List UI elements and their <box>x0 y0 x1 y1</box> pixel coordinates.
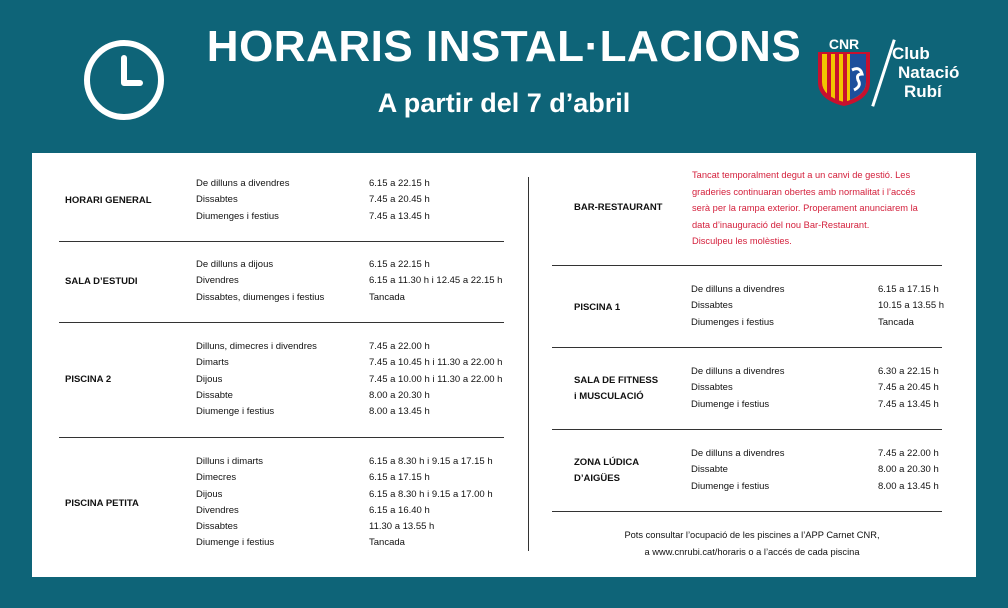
table-row: De dilluns a dijous 6.15 a 22.15 h <box>196 259 430 270</box>
table-row: Dilluns i dimarts 6.15 a 8.30 h i 9.15 a 17.15 h <box>196 456 493 467</box>
section-divider <box>552 429 942 430</box>
table-row: Dijous 7.45 a 10.00 h i 11.30 a 22.00 h <box>196 373 503 385</box>
section-divider <box>59 437 504 438</box>
bar-closed-note: Tancat temporalment degut a un canvi de gestió. Les graderies continuaran obertes amb normalitat i l’accés serà per la rampa exterior. Properament anunciarem la data d’inauguració del nou Bar-Restaurant. Disculpeu les molèsties. <box>692 170 918 246</box>
table-row: Diumenges i festius Tancada <box>691 316 914 328</box>
section-rows-piscina-2 <box>196 339 503 420</box>
section-title-piscina-petita: PISCINA PETITA <box>65 498 139 509</box>
table-row: Dijous 6.15 a 8.30 h i 9.15 a 17.00 h <box>196 488 493 500</box>
table-row: Diumenge i festius 8.00 a 13.45 h <box>196 406 430 418</box>
page-subtitle: A partir del 7 d’abril <box>377 88 631 118</box>
table-row: Dissabte 8.00 a 20.30 h <box>691 464 939 476</box>
section-title-zona-ludica: ZONA LÚDICA D’AIGÜES <box>574 457 640 484</box>
section-title-horari-general: HORARI GENERAL <box>65 195 152 206</box>
schedule-panel <box>32 153 976 577</box>
table-row: Dissabtes 7.45 a 20.45 h <box>196 194 430 206</box>
table-row: Dissabtes, diumenges i festius Tancada <box>196 291 405 303</box>
table-row: Dimecres 6.15 a 17.15 h <box>196 472 430 484</box>
table-row: Divendres 6.15 a 16.40 h <box>196 504 430 516</box>
page-title: HORARIS INSTAL·LACIONS <box>206 22 802 71</box>
section-title-sala-fitness: SALA DE FITNESS i MUSCULACIÓ <box>574 375 659 402</box>
table-row: De dilluns a divendres 6.30 a 22.15 h <box>691 366 939 377</box>
table-row: Dissabte 8.00 a 20.30 h <box>196 389 430 401</box>
section-divider <box>552 265 942 266</box>
section-rows-piscina-1 <box>691 282 951 331</box>
section-divider <box>552 511 942 512</box>
cnr-shield-icon <box>814 36 874 108</box>
table-row: Diumenge i festius 8.00 a 13.45 h <box>691 480 939 492</box>
table-row: De dilluns a divendres 6.15 a 17.15 h <box>691 284 939 295</box>
table-row: Diumenge i festius Tancada <box>196 537 405 549</box>
section-title-sala-estudi: SALA D’ESTUDI <box>65 276 138 287</box>
table-row: Dissabtes 7.45 a 20.45 h <box>691 382 939 394</box>
section-rows-horari-general <box>196 176 496 225</box>
section-divider <box>59 241 504 242</box>
club-logo <box>814 36 974 116</box>
table-row: Dilluns, dimecres i divendres 7.45 a 22.00 h <box>196 341 430 352</box>
table-row: Dissabtes 10.15 a 13.55 h <box>691 300 945 312</box>
table-row: Divendres 6.15 a 11.30 h i 12.45 a 22.15 h <box>196 275 503 287</box>
table-row: Diumenges i festius 7.45 a 13.45 h <box>196 210 430 222</box>
logo-club-name: Club Natació Rubí <box>892 44 960 101</box>
table-row: De dilluns a divendres 7.45 a 22.00 h <box>691 448 939 459</box>
column-divider <box>528 177 529 551</box>
table-row: Dimarts 7.45 a 10.45 h i 11.30 a 22.00 h <box>196 357 503 369</box>
section-title-piscina-2: PISCINA 2 <box>65 374 112 385</box>
section-rows-piscina-petita <box>196 454 496 552</box>
footer-note: Pots consultar l’ocupació de les piscines a l’APP Carnet CNR, a www.cnrubi.cat/horaris o a l’accés de cada piscina <box>624 530 880 557</box>
section-rows-sala-fitness <box>691 364 951 413</box>
section-rows-sala-estudi <box>196 257 503 306</box>
table-row: De dilluns a divendres 6.15 a 22.15 h <box>196 178 430 189</box>
section-rows-zona-ludica <box>691 446 951 495</box>
section-divider <box>59 322 504 323</box>
table-row: Diumenge i festius 7.45 a 13.45 h <box>691 398 939 410</box>
table-row: Dissabtes 11.30 a 13.55 h <box>196 521 435 533</box>
section-divider <box>552 347 942 348</box>
section-title-piscina-1: PISCINA 1 <box>574 302 621 313</box>
section-title-bar-restaurant: BAR-RESTAURANT <box>574 202 663 213</box>
logo-cnr-text: CNR <box>828 36 860 52</box>
